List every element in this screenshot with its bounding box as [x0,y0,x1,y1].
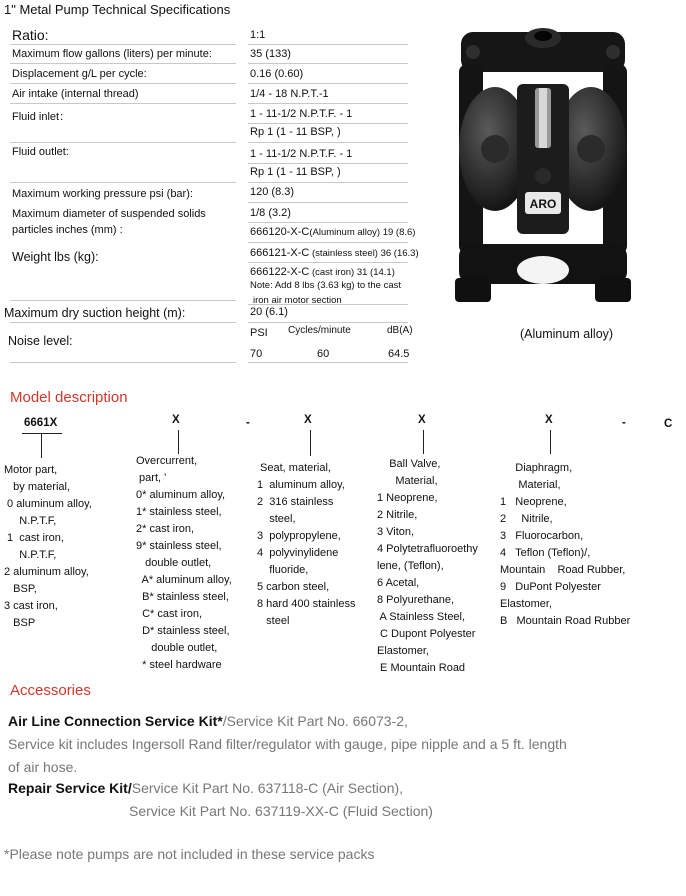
model-ball-valve-list: Ball Valve, Material, 1 Neoprene, 2 Nitrile, 3 Viton, 4 Polytetrafluoroethy lene, (Teflon), 6 Acetal, 8 Polyurethane, A Stainless Steel, C Dupont Polyester Elastomer, E Mountain Road [377,458,478,674]
model-seat-material-list: Seat, material, 1 aluminum alloy, 2 316 stainless steel, 3 polypropylene, 4 polyvinylidene fluoride, 5 carbon steel, 8 hard 400 stainless steel [257,462,356,627]
noise-value-psi: 70 [250,348,263,360]
model-dash-1: - [246,417,250,429]
weight-1-text: (Aluminum alloy) 19 (8.6) [309,227,416,238]
air-kit-part: /Service Kit Part No. 66073-2, [222,713,408,729]
weight-3-text: (cast iron) 31 (14.1) [309,267,395,278]
fluid-outlet-value-2: Rp 1 (1 - 11 BSP, ) [250,166,341,178]
weight-label: Weight lbs (kg): [12,250,99,264]
weight-2-code: 666121-X-C [250,247,310,259]
flow-label: Maximum flow gallons (liters) per minute: [12,48,212,60]
air-kit-line [8,710,408,732]
suction-value: 20 (6.1) [250,306,288,318]
weight-row-1 [250,226,415,238]
air-kit-description-2: of air hose. [8,759,78,775]
repair-kit-part-1: Service Kit Part No. 637118-C (Air Section), [131,780,404,796]
model-x-2: X [304,414,312,426]
footnote: *Please note pumps are not included in these service packs [4,846,375,862]
model-c: C [664,418,673,430]
accessories-heading: Accessories [10,682,91,699]
noise-header-db: dB(A) [387,325,413,336]
noise-header-cycles: Cycles/minute [288,325,351,336]
model-x-3: X [418,414,426,426]
model-overcurrent-part-list: Overcurrent, part, ' 0* aluminum alloy, 1* stainless steel, 2* cast iron, 9* stainless steel, double outlet, A* aluminum alloy, B* stainless steel, C* cast iron, D* stainless steel, double outlet, * steel hardware [136,455,232,671]
air-intake-label: Air intake (internal thread) [12,88,139,100]
air-kit-title: Air Line Connection Service Kit* [8,713,223,729]
noise-label: Noise level: [8,334,73,348]
fluid-outlet-value-1: 1 - 11-1/2 N.P.T.F. - 1 [250,148,353,160]
model-diaphragm-list: Diaphragm, Material, 1 Neoprene, 2 Nitrile, 3 Fluorocarbon, 4 Teflon (Teflon)/, Mountain Road Rubber, 9 DuPont Polyester Elastomer, B Mountain Road Rubber [500,462,631,627]
model-motor-part-list: Motor part, by material, 0 aluminum alloy, N.P.T.F, 1 cast iron, N.P.T.F, 2 aluminum alloy, BSP, 3 cast iron, BSP [4,464,92,629]
suction-label: Maximum dry suction height (m): [4,306,186,320]
repair-kit-part-2: Service Kit Part No. 637119-XX-C (Fluid Section) [129,803,433,819]
weight-note-2: iron air motor section [253,295,342,306]
weight-row-3 [250,266,395,278]
pressure-label: Maximum working pressure psi (bar): [12,188,193,200]
flow-value: 35 (133) [250,48,291,60]
solids-label-1: Maximum diameter of suspended solids [12,208,206,220]
pressure-value: 120 (8.3) [250,186,295,198]
fluid-inlet-value-2: Rp 1 (1 - 11 BSP, ) [250,126,341,138]
ratio-value: 1:1 [250,29,266,41]
weight-row-2 [250,247,419,259]
air-kit-description-1: Service kit includes Ingersoll Rand filter/regulator with gauge, pipe nipple and a 5 ft. length [8,736,567,752]
displacement-value: 0.16 (0.60) [250,68,304,80]
repair-kit-line [8,777,403,799]
noise-value-cycles: 60 [317,348,330,360]
brand-logo: ARO [529,197,557,211]
model-x-4: X [545,414,553,426]
fluid-inlet-value-1: 1 - 11-1/2 N.P.T.F. - 1 [250,108,353,120]
model-dash-2: - [622,417,626,429]
pump-image [455,24,631,304]
noise-value-db: 64.5 [388,348,410,360]
displacement-label: Displacement g/L per cycle: [12,68,147,80]
model-heading: Model description [10,389,128,406]
solids-value: 1/8 (3.2) [250,207,291,219]
weight-3-code: 666122-X-C [250,266,310,278]
model-code: 6661X [24,417,58,429]
fluid-outlet-label: Fluid outlet: [12,146,69,158]
noise-header-psi: PSI [250,327,268,339]
weight-1-code: 666120-X-C [250,226,310,238]
repair-kit-title: Repair Service Kit/ [8,780,132,796]
model-x-1: X [172,414,180,426]
fluid-inlet-label: Fluid inlet： [12,111,71,123]
weight-note-1: Note: Add 8 lbs (3.63 kg) to the cast [250,280,402,291]
solids-label-2: particles inches (mm) : [12,224,123,236]
page-title: 1" Metal Pump Technical Specifications [4,2,231,17]
air-intake-value: 1/4 - 18 N.P.T.-1 [250,88,329,100]
ratio-label: Ratio: [12,27,49,43]
image-caption: (Aluminum alloy) [520,327,614,341]
weight-2-text: (stainless steel) 36 (16.3) [309,248,419,259]
